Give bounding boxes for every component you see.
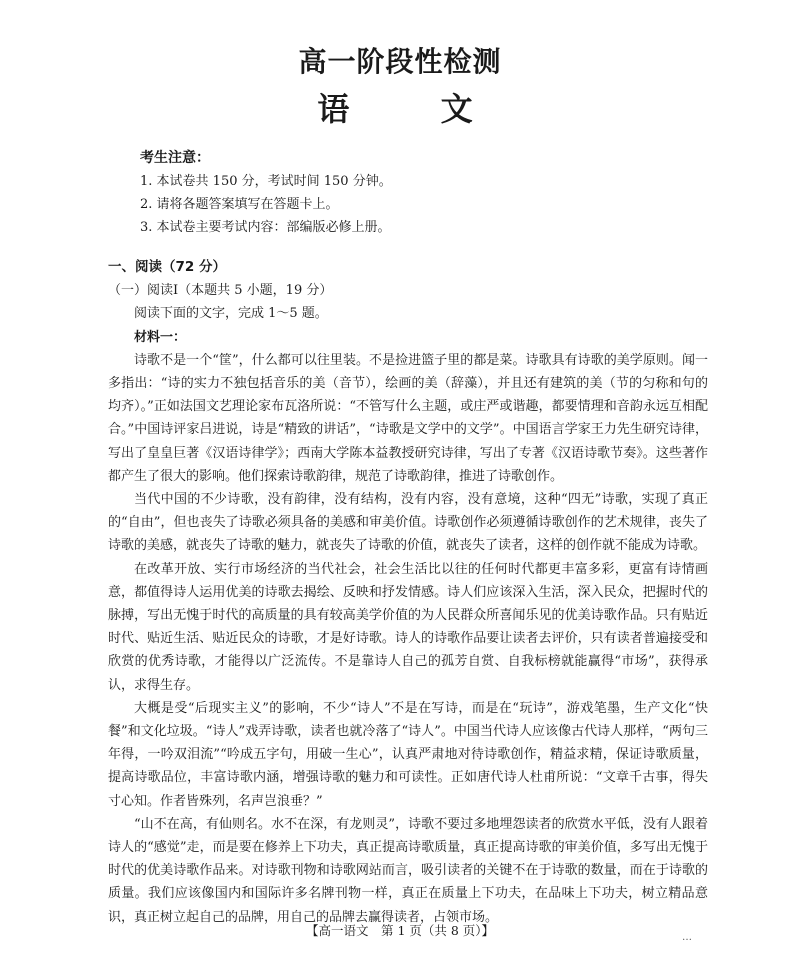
material-label: 材料一： bbox=[134, 329, 187, 345]
reading-section bbox=[108, 256, 708, 929]
section-title: 一、阅读（72 分） bbox=[108, 259, 226, 275]
notice-heading: 考生注意： bbox=[140, 150, 210, 166]
paragraph: “山不在高，有仙则名。水不在深，有龙则灵”，诗歌不要过多地埋怨读者的欣赏水平低，没有人跟着诗人的“感觉”走，而是要在修养上下功夫，真正提高诗歌质量，真正提高诗歌的审美价值，多写出无愧于时代的优美诗歌作品来。对诗歌刊物和诗歌网站而言，吸引读者的关键不在于诗歌的数量，而在于诗歌的质量。我们应该像国内和国际许多名牌刊物一样，真正在质量上下功夫，在品味上下功夫，树立精品意识，真正树立起自己的品牌，用自己的品牌去赢得读者，占领市场。 bbox=[108, 816, 708, 925]
page-footer: 【高一语文 第 1 页（共 8 页）】 bbox=[305, 923, 495, 938]
paragraph: 当代中国的不少诗歌，没有韵律，没有结构，没有内容，没有意境，这种“四无”诗歌，实现了真正的“自由”，但也丧失了诗歌必须具备的美感和审美价值。诗歌创作必须遵循诗歌创作的艺术规律，丧失了诗歌的美感，就丧失了诗歌的魅力，就丧失了诗歌的价值，就丧失了读者，这样的创作就不能成为诗歌。 bbox=[108, 492, 708, 554]
exam-title: 高一阶段性检测 bbox=[298, 45, 502, 78]
section-instruction: 阅读下面的文字，完成 1～5 题。 bbox=[134, 306, 328, 322]
notice-box bbox=[140, 147, 700, 239]
notice-item: 1. 本试卷共 150 分，考试时间 150 分钟。 bbox=[140, 174, 392, 189]
paragraph: 大概是受“后现实主义”的影响，不少“诗人”不是在写诗，而是在“玩诗”，游戏笔墨，生产文化“快餐”和文化垃圾。“诗人”戏弄诗歌，读者也就冷落了“诗人”。中国当代诗人应该像古代诗人那样，“两句三年得，一吟双泪流”“吟成五字句，用破一生心”，认真严肃地对待诗歌创作，精益求精，保证诗歌质量，提高诗歌品位，丰富诗歌内涵，增强诗歌的魅力和可读性。正如唐代诗人杜甫所说：“文章千古事，得失寸心知。作者皆殊列，名声岂浪垂？” bbox=[108, 700, 708, 809]
notice-item: 3. 本试卷主要考试内容：部编版必修上册。 bbox=[140, 220, 391, 235]
paragraph: 在改革开放、实行市场经济的当代社会，社会生活比以往的任何时代都更丰富多彩，更富有诗情画意，都值得诗人运用优美的诗歌去揭绘、反映和抒发情感。诗人们应该深入生活，深入民众，把握时代的脉搏，写出无愧于时代的高质量的具有较高美学价值的为人民群众所喜闻乐见的优美诗歌作品。只有贴近时代、贴近生活、贴近民众的诗歌，才是好诗歌。诗人的诗歌作品要让读者去评价，只有读者普遍接受和欣赏的优秀诗歌，才能得以广泛流传。不是靠诗人自己的孤芳自赏、自我标榜就能赢得“市场”，获得承认，求得生存。 bbox=[108, 561, 708, 693]
section-subtitle: （一）阅读Ⅰ（本题共 5 小题，19 分） bbox=[108, 283, 333, 299]
corner-mark: … bbox=[682, 932, 692, 943]
paragraph: 诗歌不是一个“筐”，什么都可以往里装。不是捡进篮子里的都是菜。诗歌具有诗歌的美学原则。闻一多指出：“诗的实力不独包括音乐的美（音节），绘画的美（辞藻），并且还有建筑的美（节的匀称和句的均齐）。”正如法国文艺理论家布瓦洛所说：“不管写什么主题，或庄严或谐趣，都要情理和音韵永远互相配合。”中国诗评家吕进说，诗是“精致的讲话”，“诗歌是文学中的文学”。中国语言学家王力先生研究诗律，写出了皇皇巨著《汉语诗律学》；西南大学陈本益教授研究诗律，写出了专著《汉语诗歌节奏》。这些著作都产生了很大的影响。他们探索诗歌韵律，规范了诗歌韵律，推进了诗歌创作。 bbox=[108, 352, 708, 484]
subject-title: 语 文 bbox=[317, 90, 513, 128]
notice-item: 2. 请将各题答案填写在答题卡上。 bbox=[140, 197, 339, 212]
